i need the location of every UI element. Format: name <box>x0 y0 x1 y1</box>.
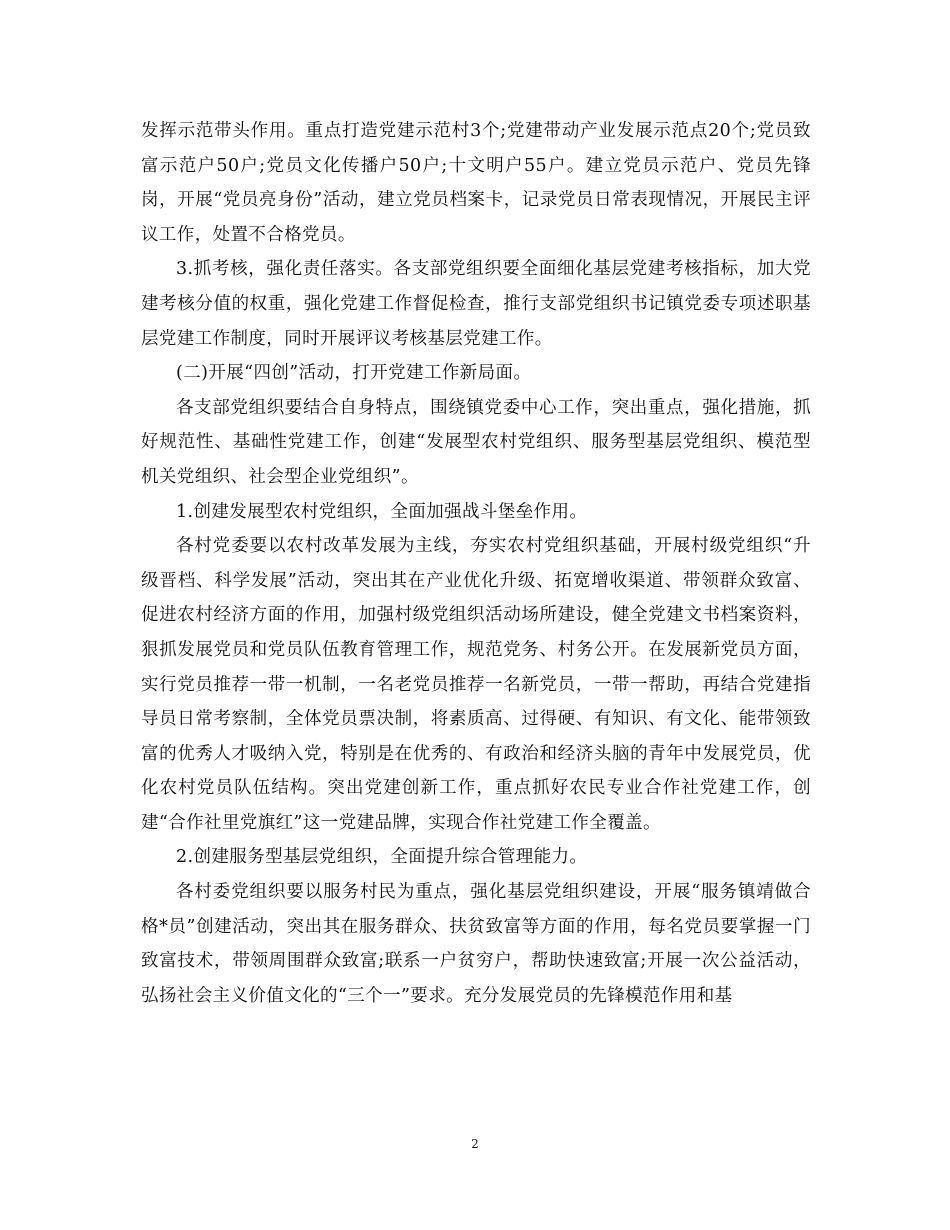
paragraph-continuation: 发挥示范带头作用。重点打造党建示范村3个;党建带动产业发展示范点20个;党员致富示范户50户;党员文化传播户50户;十文明户55户。建立党员示范户、党员先锋岗，开展“党员亮身份”活动，建立党员档案卡，记录党员日常表现情况，开展民主评议工作，处置不合格党员。 <box>141 121 811 245</box>
paragraph-rural-party-org: 各村党委要以农村改革发展为主线，夯实农村党组织基础，开展村级党组织“升级晋档、科学发展”活动，突出其在产业优化升级、拓宽增收渠道、带领群众致富、促进农村经济方面的作用，加强村级党组织活动场所建设，健全党建文书档案资料，狠抓发展党员和党员队伍教育管理工作，规范党务、村务公开。在发展新党员方面，实行党员推荐一带一机制，一名老党员推荐一名新党员，一带一帮助，再结合党建指导员日常考察制，全体党员票决制，将素质高、过得硬、有知识、有文化、能带领致富的优秀人才吸纳入党，特别是在优秀的、有政治和经济头脑的青年中发展党员，优化农村党员队伍结构。突出党建创新工作，重点抓好农民专业合作社党建工作，创建“合作社里党旗红”这一党建品牌，实现合作社党建工作全覆盖。 <box>141 536 811 833</box>
paragraph-assessment: 3.抓考核，强化责任落实。各支部党组织要全面细化基层党建考核指标，加大党建考核分值的权重，强化党建工作督促检查，推行支部党组织书记镇党委专项述职基层党建工作制度，同时开展评议考核基层党建工作。 <box>141 259 811 349</box>
subheading-rural-party-org: 1.创建发展型农村党组织，全面加强战斗堡垒作用。 <box>176 501 588 522</box>
paragraph-four-creations: 各支部党组织要结合自身特点，围绕镇党委中心工作，突出重点，强化措施，抓好规范性、基础性党建工作，创建“发展型农村党组织、服务型基层党组织、模范型机关党组织、社会型企业党组织”。 <box>141 397 811 487</box>
paragraph-service-party-org: 各村委党组织要以服务村民为重点，强化基层党组织建设，开展“服务镇靖做合格*员”创建活动，突出其在服务群众、扶贫致富等方面的作用，每名党员要掌握一门致富技术，带领周围群众致富;联系一户贫穷户，帮助快速致富;开展一次公益活动，弘扬社会主义价值文化的“三个一”要求。充分发展党员的先锋模范作用和基 <box>141 882 811 1006</box>
page-number: 2 <box>471 1137 479 1151</box>
section-heading-four-creations: (二)开展“四创”活动，打开党建工作新局面。 <box>176 363 532 384</box>
subheading-service-party-org: 2.创建服务型基层党组织，全面提升综合管理能力。 <box>176 847 588 868</box>
document-body <box>141 114 811 1013</box>
